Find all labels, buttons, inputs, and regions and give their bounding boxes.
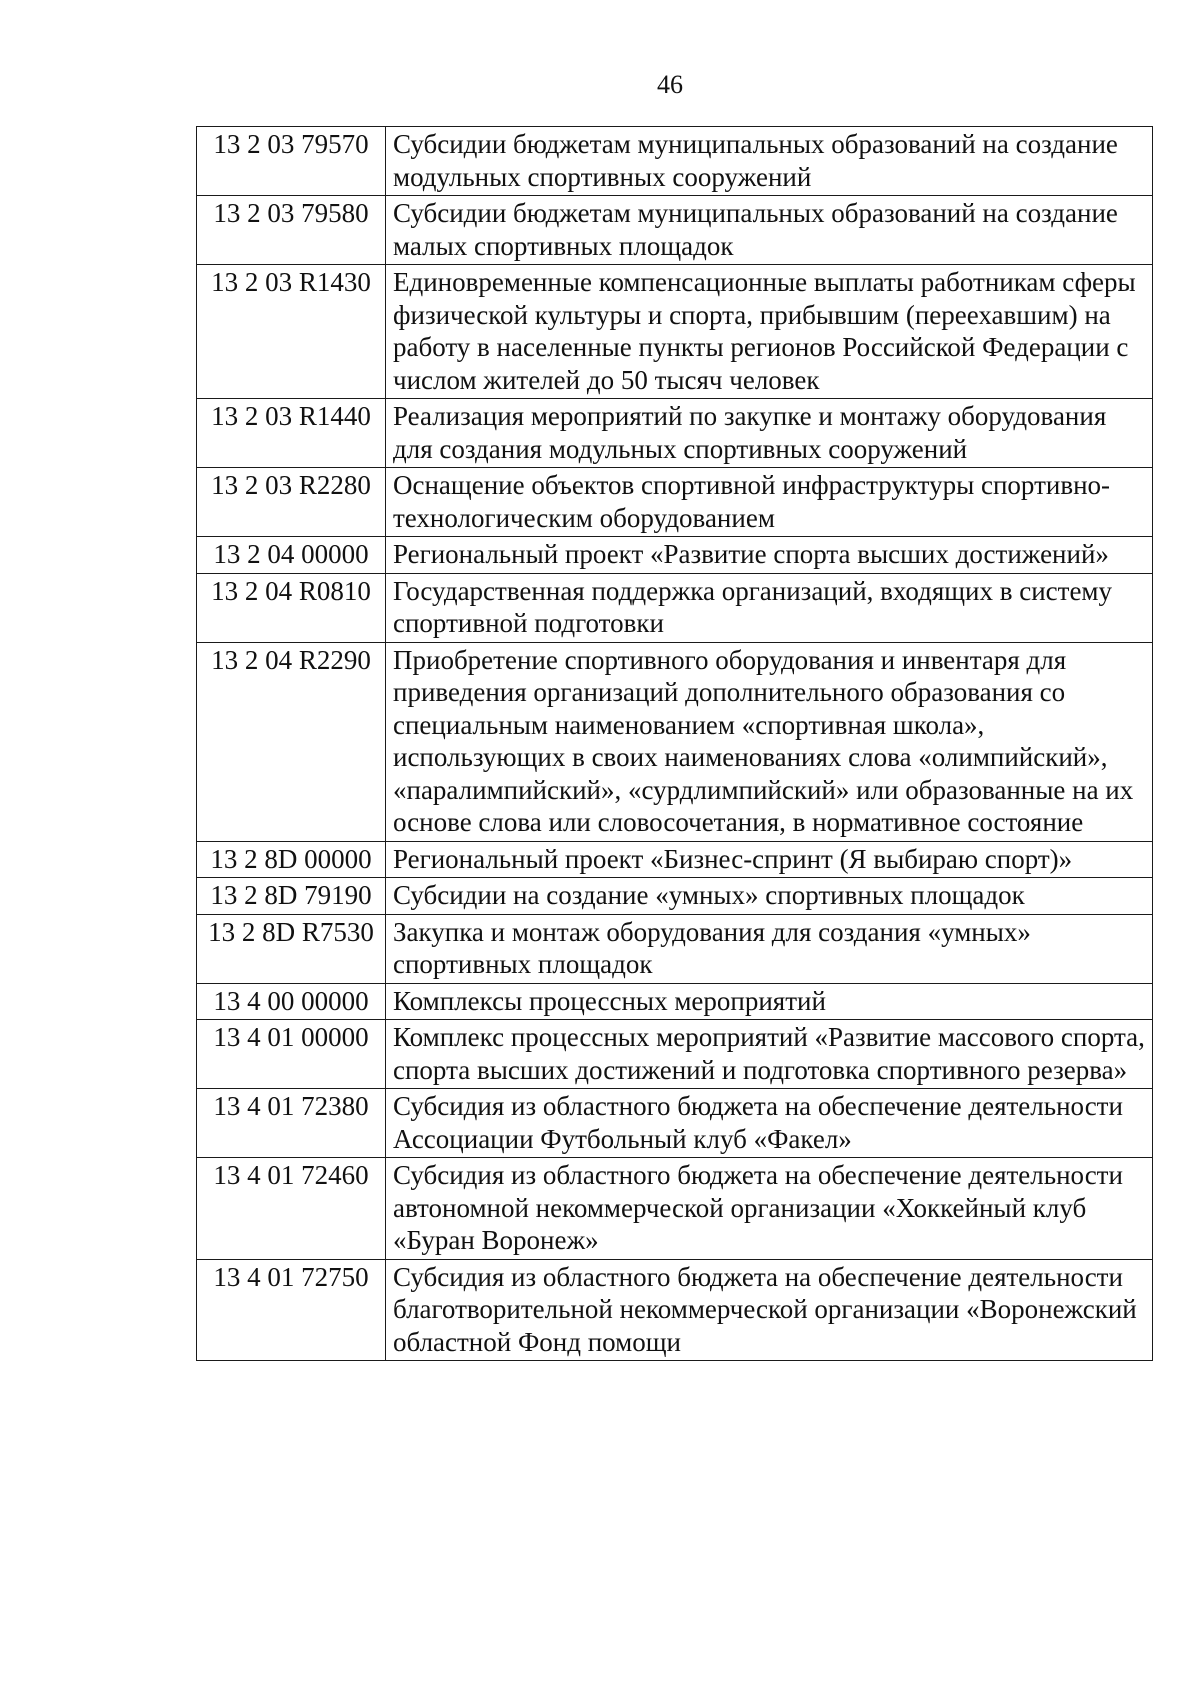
row-description: Закупка и монтаж оборудования для создания «умных» спортивных площадок <box>386 914 1153 983</box>
table-row <box>197 468 1153 537</box>
table-row <box>197 537 1153 574</box>
row-description: Субсидии бюджетам муниципальных образований на создание малых спортивных площадок <box>386 196 1153 265</box>
row-description: Региональный проект «Бизнес-спринт (Я выбираю спорт)» <box>386 841 1153 878</box>
table-row <box>197 1158 1153 1260</box>
table-row <box>197 878 1153 915</box>
row-description: Приобретение спортивного оборудования и инвентаря для приведения организаций дополнительного образования со специальным наименованием «спортивная школа», использующих в своих наименованиях слова «олимпийский», «паралимпийский», «сурдлимпийский» или образованные на их основе слова или словосочетания, в нормативное состояние <box>386 642 1153 841</box>
table-body <box>197 127 1153 1361</box>
table-row <box>197 642 1153 841</box>
row-description: Комплексы процессных мероприятий <box>386 983 1153 1020</box>
row-code: 13 2 03 79570 <box>197 127 386 196</box>
table-row <box>197 1089 1153 1158</box>
row-description: Субсидия из областного бюджета на обеспечение деятельности автономной некоммерческой организации «Хоккейный клуб «Буран Воронеж» <box>386 1158 1153 1260</box>
row-code: 13 4 01 72380 <box>197 1089 386 1158</box>
row-code: 13 2 04 R0810 <box>197 573 386 642</box>
row-code: 13 2 03 79580 <box>197 196 386 265</box>
table-row <box>197 1020 1153 1089</box>
row-code: 13 4 01 72750 <box>197 1259 386 1361</box>
row-code: 13 2 8D 79190 <box>197 878 386 915</box>
table-row <box>197 1259 1153 1361</box>
table-row <box>197 573 1153 642</box>
row-description: Единовременные компенсационные выплаты работникам сферы физической культуры и спорта, прибывшим (переехавшим) на работу в населенные пункты регионов Российской Федерации с числом жителей до 50 тысяч человек <box>386 265 1153 399</box>
row-code: 13 2 8D R7530 <box>197 914 386 983</box>
row-code: 13 4 00 00000 <box>197 983 386 1020</box>
table-row <box>197 127 1153 196</box>
table-row <box>197 914 1153 983</box>
row-description: Субсидия из областного бюджета на обеспечение деятельности Ассоциации Футбольный клуб «Факел» <box>386 1089 1153 1158</box>
row-description: Субсидии бюджетам муниципальных образований на создание модульных спортивных сооружений <box>386 127 1153 196</box>
row-code: 13 2 03 R1430 <box>197 265 386 399</box>
row-description: Субсидия из областного бюджета на обеспечение деятельности благотворительной некоммерческой организации «Воронежский областной Фонд помощи <box>386 1259 1153 1361</box>
page-number: 46 <box>657 70 683 99</box>
table-row <box>197 399 1153 468</box>
row-code: 13 2 04 R2290 <box>197 642 386 841</box>
row-description: Комплекс процессных мероприятий «Развитие массового спорта, спорта высших достижений и подготовка спортивного резерва» <box>386 1020 1153 1089</box>
row-code: 13 2 03 R2280 <box>197 468 386 537</box>
row-code: 13 4 01 00000 <box>197 1020 386 1089</box>
table-row <box>197 196 1153 265</box>
row-code: 13 2 8D 00000 <box>197 841 386 878</box>
budget-classification-table <box>196 126 1153 1361</box>
row-description: Субсидии на создание «умных» спортивных площадок <box>386 878 1153 915</box>
table-row <box>197 841 1153 878</box>
row-code: 13 4 01 72460 <box>197 1158 386 1260</box>
row-code: 13 2 04 00000 <box>197 537 386 574</box>
row-description: Государственная поддержка организаций, входящих в систему спортивной подготовки <box>386 573 1153 642</box>
table-row <box>197 265 1153 399</box>
table-row <box>197 983 1153 1020</box>
row-description: Региональный проект «Развитие спорта высших достижений» <box>386 537 1153 574</box>
row-description: Реализация мероприятий по закупке и монтажу оборудования для создания модульных спортивных сооружений <box>386 399 1153 468</box>
row-description: Оснащение объектов спортивной инфраструктуры спортивно-технологическим оборудованием <box>386 468 1153 537</box>
row-code: 13 2 03 R1440 <box>197 399 386 468</box>
